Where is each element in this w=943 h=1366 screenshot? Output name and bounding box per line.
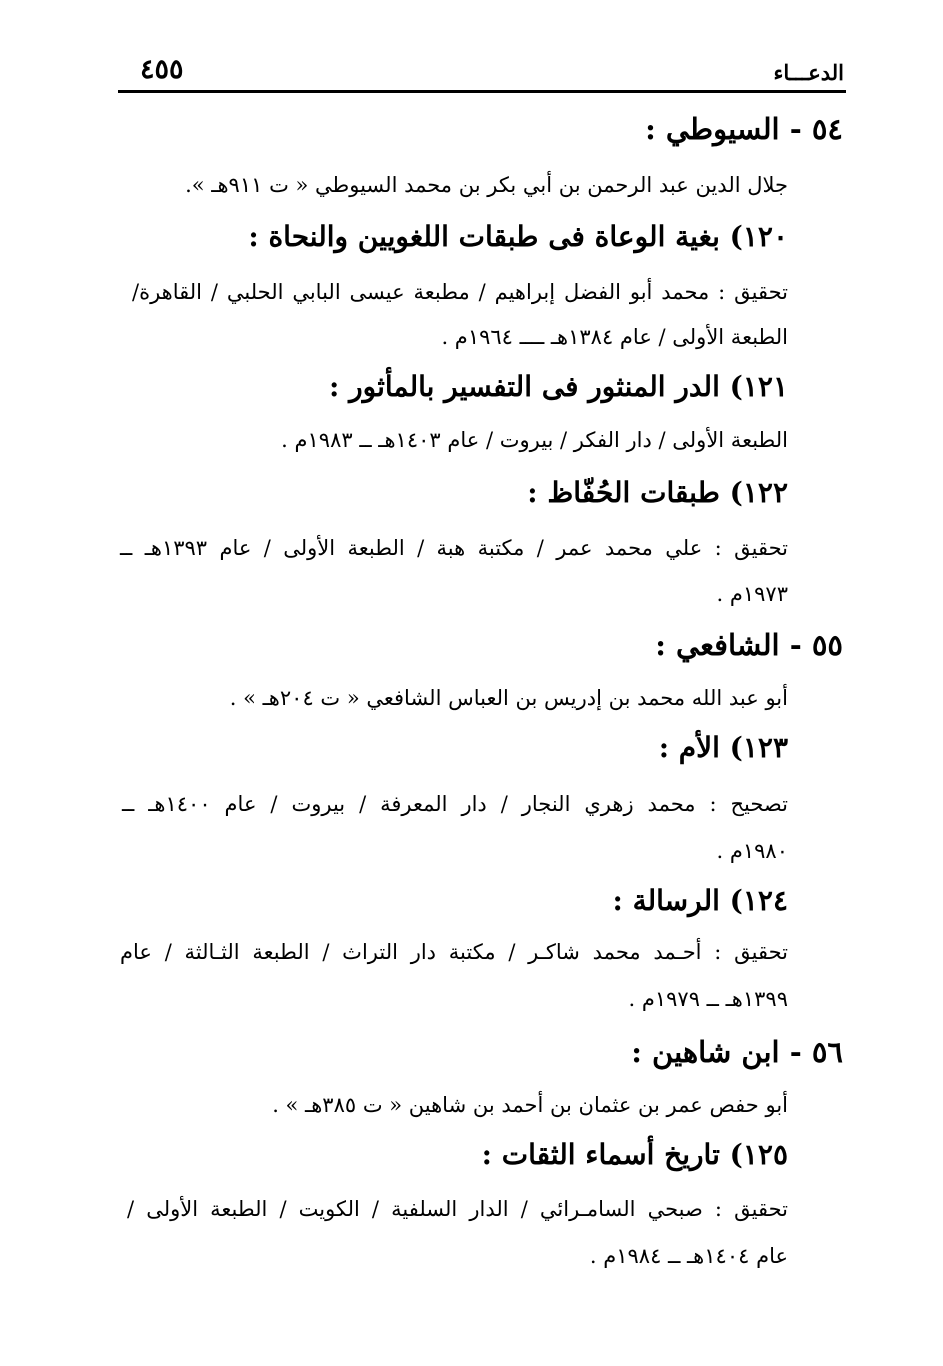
book-details-123-line1: تصحيح : محمد زهري النجار / دار المعرفة / بيروت / عام ١٤٠٠هـ ــ bbox=[122, 792, 788, 816]
book-title-125: ١٢٥) تاريخ أسماء الثقات : bbox=[481, 1138, 788, 1171]
author-bio-55: أبو عبد الله محمد بن إدريس بن العباس الشافعي « ت ٢٠٤هـ » . bbox=[229, 686, 788, 710]
book-details-121-line1: الطبعة الأولى / دار الفكر / بيروت / عام ١٤٠٣هـ ــ ١٩٨٣م . bbox=[281, 428, 788, 452]
book-details-122-line1: تحقيق : علي محمد عمر / مكتبة هبة / الطبعة الأولى / عام ١٣٩٣هـ ــ bbox=[120, 536, 788, 560]
book-title-124: ١٢٤) الرسالة : bbox=[612, 884, 788, 917]
page-number: ٤٥٥ bbox=[140, 54, 184, 85]
book-details-124-line2: ١٣٩٩هـ ــ ١٩٧٩م . bbox=[628, 987, 788, 1011]
book-details-123-line2: ١٩٨٠م . bbox=[716, 839, 788, 863]
running-title: الدعـــاء bbox=[773, 60, 844, 85]
author-heading-55: ٥٥ - الشافعي : bbox=[655, 628, 843, 662]
book-details-122-line2: ١٩٧٣م . bbox=[716, 582, 788, 606]
book-title-122: ١٢٢) طبقات الحُفّاظ : bbox=[527, 476, 788, 509]
author-heading-56: ٥٦ - ابن شاهين : bbox=[631, 1035, 843, 1069]
book-title-120: ١٢٠) بغية الوعاة فى طبقات اللغويين والنحاة : bbox=[248, 220, 788, 253]
book-details-124-line1: تحقيق : أحـمد محمد شاكـر / مكتبة دار التراث / الطبعة الثـالثة / عام bbox=[120, 940, 788, 964]
book-details-125-line2: عام ١٤٠٤هـ ــ ١٩٨٤م . bbox=[589, 1244, 788, 1268]
book-details-125-line1: تحقيق : صبحي السامـرائي / الدار السلفية / الكويت / الطبعة الأولى / bbox=[127, 1197, 788, 1221]
book-details-120-line1: تحقيق : محمد أبو الفضل إبراهيم / مطبعة عيسى البابي الحلبي / القاهرة/ bbox=[132, 280, 788, 304]
book-title-123: ١٢٣) الأم : bbox=[658, 731, 788, 764]
author-heading-54: ٥٤ - السيوطي : bbox=[645, 112, 843, 146]
author-bio-54: جلال الدين عبد الرحمن بن أبي بكر بن محمد السيوطي « ت ٩١١هـ ». bbox=[185, 173, 788, 197]
book-title-121: ١٢١) الدر المنثور فى التفسير بالمأثور : bbox=[329, 370, 788, 403]
book-details-120-line2: الطبعة الأولى / عام ١٣٨٤هـ ــــ ١٩٦٤م . bbox=[441, 325, 788, 349]
author-bio-56: أبو حفص عمر بن عثمان بن أحمد بن شاهين « ت ٣٨٥هـ » . bbox=[272, 1093, 788, 1117]
page-header bbox=[118, 54, 846, 93]
